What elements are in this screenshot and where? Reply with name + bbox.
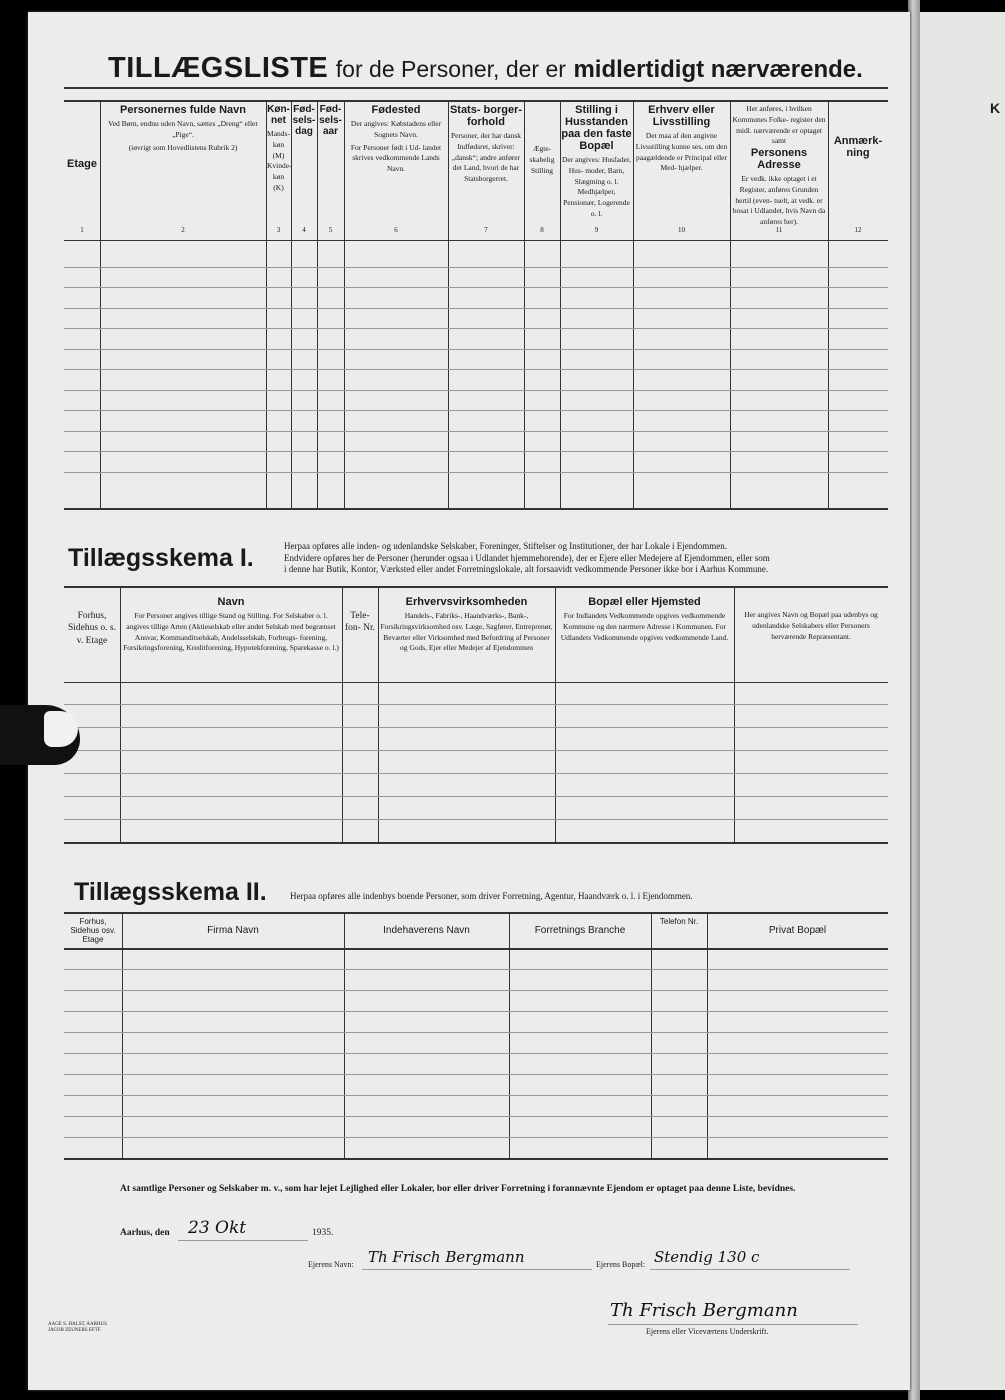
liste-header-col-9 — [561, 104, 632, 220]
col-title: Erhverv eller Livsstilling — [648, 104, 715, 128]
col-sub-text: Ved Børn, endnu uden Navn, sættes „Dreng“ eller „Pige“. — [108, 119, 258, 139]
skema2-title: Tillægsskema II. — [74, 878, 267, 906]
liste-header-col-3 — [267, 104, 290, 194]
liste-header-col-11 — [731, 104, 827, 228]
col-title: Personens Adresse — [750, 147, 808, 171]
col-title: Fødested — [371, 104, 421, 116]
col-title: Fød- sels- dag — [292, 104, 316, 137]
skema2-intro: Herpaa opføres alle indenbys boende Personer, som driver Forretning, Agentur, Haandværk o. l. i Ejendommen. — [290, 891, 693, 901]
col-number: 7 — [484, 226, 488, 234]
liste-header-col-4 — [292, 104, 316, 140]
liste-header-col-6 — [345, 104, 447, 175]
col-sub-text: Ægte- skabelig Stilling — [529, 144, 555, 175]
col-title: Navn — [217, 596, 245, 608]
col-number: 9 — [594, 226, 599, 234]
col-number: 12 — [854, 226, 862, 234]
liste-header-col-10 — [634, 104, 729, 174]
place-label: Aarhus, den — [120, 1228, 170, 1238]
col-sub-text: For Personer angives tillige Stand og Stilling. For Selskaber o. l. angives tillige Arten (Aktieselskab eller andet Selskab med begrænset Ansvar, Kommanditselskab, Andelsselskab, Forbrugs- forening, Forsikringsforening, Kreditforening, Hypotekforening, Sparekasse o. l.) — [123, 611, 339, 653]
col-sub2-text: (iøvrigt som Hovedlistens Rubrik 2) — [128, 142, 238, 152]
skema2-header-col-2 — [124, 925, 342, 939]
skema1-header-col-5 — [557, 596, 732, 643]
col-number: 2 — [181, 226, 185, 234]
skema1-intro: Herpaa opføres alle inden- og udenlandske Selskaber, Foreninger, Stiftelser og Institutioner, der har Lokale i Ejendommen. Endvidere opføres her de Personer (herunder ogsaa i Udlandet hjemmehorende), der er Ejere eller Medejere af Ejendommen, eller som i denne har Butik, Kontor, Værksted eller andet Forretningslokale, alt forsaavidt vedkommende Personer ikke bor i Aarhus Kommune. — [284, 541, 770, 575]
col-title: Stats- borger- forhold — [449, 104, 523, 128]
col-title: Fød- sels- aar — [319, 104, 342, 137]
signature-handwritten: Th Frisch Bergmann — [610, 1300, 798, 1321]
skema2-header-col-6 — [709, 925, 886, 939]
col-sub-text: Forhus, Sidehus o. s. v. Etage — [67, 611, 117, 646]
col-number: 6 — [394, 226, 398, 234]
col-number: 4 — [302, 226, 306, 234]
col-title: Privat Bopæl — [768, 925, 827, 936]
liste-header-col-7 — [449, 104, 523, 185]
col-sub2-text: For Personer født i Ud- landet skrives vedkommende Lands Navn. — [350, 142, 442, 173]
owner-name-label: Ejerens Navn: — [308, 1260, 354, 1269]
col-title: Forhus, Sidehus osv. Etage — [70, 917, 116, 944]
col-title: Telefon Nr. — [659, 917, 699, 926]
owner-address-handwritten: Stendig 130 c — [654, 1248, 760, 1266]
col-sub-text: Der angives: Købstadens eller Sognets Navn. — [350, 119, 442, 139]
col-number: 3 — [276, 226, 281, 234]
col-sub-text: For Indlandets Vedkommende opgives vedkommende Kommune og den nærmere Adresse i Kommunen. For Udlandets Vedkommende opgives vedkommende Land. — [560, 611, 729, 642]
liste-header-col-8 — [525, 144, 559, 176]
form-page — [28, 12, 910, 1390]
col-title: Forretnings Branche — [534, 925, 626, 936]
attestation-statement: At samtlige Personer og Selskaber m. v., som har lejet Lejlighed eller Lokaler, bor eller driver Forretning i forannævnte Ejendom er optaget paa denne Liste, bevidnes. — [120, 1184, 796, 1194]
col-number: 11 — [775, 226, 783, 234]
col-sub-text: Her angives Navn og Bopæl paa udenbys og udenlandske Selskabers eller Personers herværende Repræsentant. — [744, 610, 878, 641]
owner-name-handwritten: Th Frisch Bergmann — [368, 1248, 525, 1266]
col-number: 1 — [80, 226, 84, 234]
col-sub-text: Tele- fon- Nr. — [344, 611, 376, 634]
col-title: Personernes fulde Navn — [120, 104, 246, 116]
col-pre-text: Her anføres, i hvilken Kommunes Folke- register den midl. nærværende er optaget samt — [732, 104, 826, 146]
col-sub-text: Det maa af den angivne Livsstilling kunne ses, om den paagældende er Principal eller Med- hjælper. — [635, 131, 728, 173]
thumb — [0, 705, 80, 765]
skema2-header-col-1 — [66, 917, 120, 947]
signature-label: Ejerens eller Viceværtens Underskrift. — [646, 1327, 769, 1336]
col-title: Køn- net — [267, 104, 290, 126]
liste-header-col-2 — [101, 104, 265, 153]
liste-header-col-5 — [318, 104, 343, 140]
col-number: 10 — [678, 226, 685, 234]
col-title: Indehaverens Navn — [383, 925, 470, 936]
main-title: TILLÆGSLISTE for de Personer, der er midlertidigt nærværende. — [108, 52, 863, 84]
adjacent-page: K — [918, 12, 1005, 1390]
col-title: Erhvervsvirksomheden — [405, 596, 528, 608]
skema1-title: Tillægsskema I. — [68, 544, 254, 572]
col-number: 8 — [540, 226, 544, 234]
skema1-header-col-6 — [736, 610, 886, 642]
skema2-header-col-4 — [511, 925, 649, 939]
col-title: Bopæl eller Hjemsted — [588, 596, 701, 608]
col-title: Anmærk- ning — [833, 135, 883, 159]
printer-mark: AAGE S. HALST, AARHUS JACOB ZEUNERS EFTF. — [48, 1322, 107, 1333]
col-sub-text: Der angives: Husfader, Hus- moder, Barn, Slægtning o. l. Medhjælper, Pensionær, Logerende o. l. — [561, 155, 632, 218]
col-title: Etage — [67, 158, 97, 170]
col-title: Firma Navn — [207, 925, 259, 936]
skema2-header-col-3 — [346, 925, 507, 939]
liste-header-col-12 — [829, 135, 887, 162]
col-title: Stilling i Husstanden paa den faste Bopæl — [561, 104, 632, 152]
col-sub-text: Personer, der har dansk Indfødsret, skriver: „dansk“; andre anfører det Land, hvori de har Statsborgerret. — [450, 131, 522, 183]
skema2-header-col-5 — [653, 917, 705, 929]
col-sub-text: Mands- køn (M) Kvinde- køn (K) — [267, 129, 292, 192]
date-handwritten: 23 Okt — [188, 1218, 247, 1238]
liste-header-col-1 — [65, 158, 99, 173]
skema1-header-col-1 — [66, 610, 118, 647]
col-sub-text: Handels-, Fabriks-, Haandværks-, Bank-, Forsikringsvirksomhed osv. Læge, Sagfører, Entreprenør, Beværter eller Virksomhed med Befordring af Personer og Gods, Ejer eller Medejer af Ejendommen — [380, 611, 553, 653]
skema1-header-col-3 — [344, 610, 376, 635]
owner-address-label: Ejerens Bopæl: — [596, 1260, 646, 1269]
skema1-header-col-2 — [122, 596, 340, 654]
skema1-header-col-4 — [380, 596, 553, 654]
year: 1935. — [312, 1228, 334, 1238]
col-number: 5 — [328, 226, 333, 234]
col-sub-text: Er vedk. ikke optaget i et Register, anføres Grunden hertil (even- tuelt, at vedk. er bosat i Udlandet, hvis Navn da anføres her). — [732, 174, 826, 226]
